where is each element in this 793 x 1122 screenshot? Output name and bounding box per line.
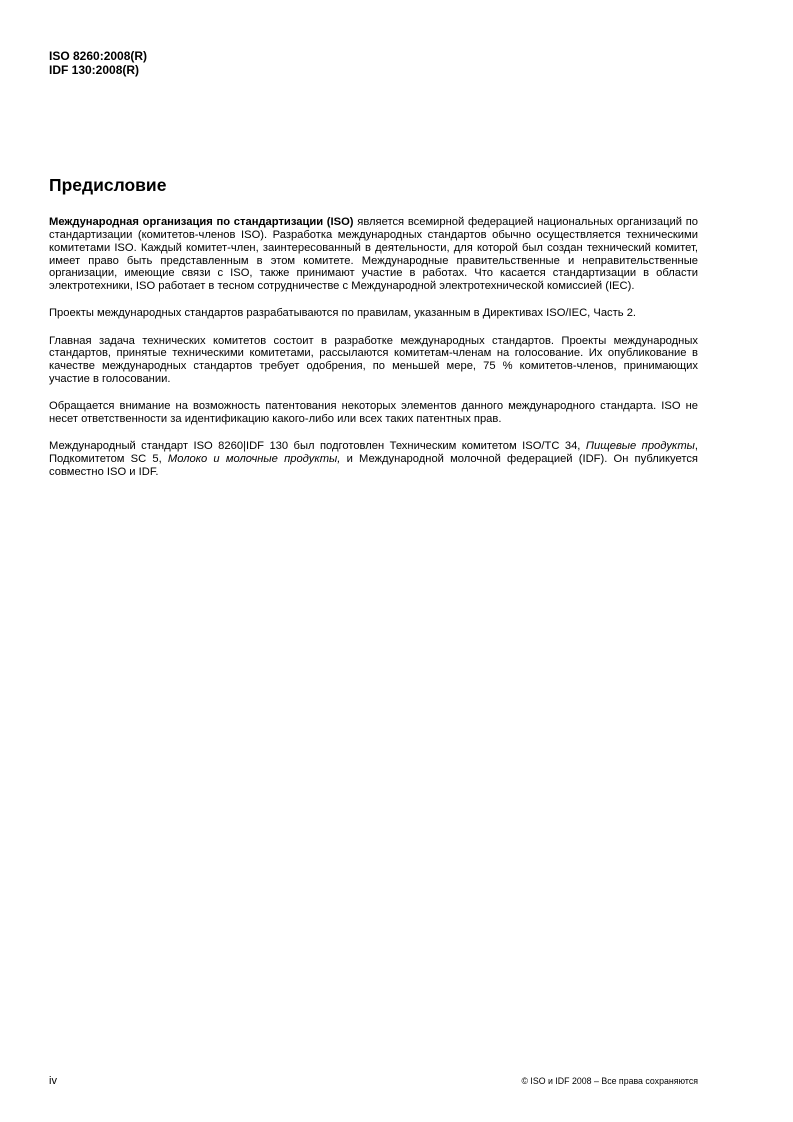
paragraph-patents: Обращается внимание на возможность патентования некоторых элементов данного международного стандарта. ISO не несет ответственности за идентификацию какого-либо или всех таких патентных прав. (49, 400, 698, 426)
committee-name-food: Пищевые продукты (585, 440, 695, 453)
preparation-text-2: , Подкомитетом SC 5, (49, 440, 699, 465)
document-header (49, 49, 147, 77)
preparation-text-3: и Международной молочной федерацией (IDF). Он публикуется совместно ISO и IDF. (49, 453, 698, 478)
paragraph-committees-task: Главная задача технических комитетов состоит в разработке международных стандартов. Проекты международных стандартов, принятые техническими комитетами, рассылаются комитетам-членам на голосование. Их опубликование в качестве международных стандартов требует одобрения, по меньшей мере, 75 % комитетов-членов, принимающих участие в голосовании. (49, 334, 698, 386)
paragraph-iso-intro (49, 216, 698, 293)
subcommittee-name-milk: Молоко и молочные продукты, (167, 453, 341, 465)
copyright-notice: © ISO и IDF 2008 – Все права сохраняются (521, 1076, 698, 1086)
paragraph-directives: Проекты международных стандартов разрабатываются по правилам, указанным в Директивах ISO/IEC, Часть 2. (49, 307, 637, 320)
paragraph-iso-intro-text: является всемирной федерацией национальных организаций по стандартизации (комитетов-членов ISO). Разработка международных стандартов обычно осуществляется техническими комитетами ISO. Каждый комитет-член, заинтересованный в деятельности, для которой был создан технический комитет, имеет право быть представленным в этом комитете. Международные правительственные и неправительственные организации, имеющие связи с ISO, также принимают участие в работах. Что касается стандартизации в области электротехники, ISO работает в тесном сотрудничестве с Международной электротехнической комиссией (IEC). (49, 216, 699, 293)
foreword-body (49, 216, 698, 493)
page-number: iv (49, 1075, 57, 1087)
standard-number-iso: ISO 8260:2008(R) (49, 49, 148, 63)
iso-organization-name: Международная организация по стандартизации (ISO) (49, 216, 354, 228)
section-title: Предисловие (49, 175, 167, 195)
standard-number-idf: IDF 130:2008(R) (49, 63, 140, 77)
preparation-text-1: Международный стандарт ISO 8260|IDF 130 был подготовлен Техническим комитетом ISO/TC 34, (49, 440, 586, 453)
paragraph-preparation (49, 440, 698, 479)
